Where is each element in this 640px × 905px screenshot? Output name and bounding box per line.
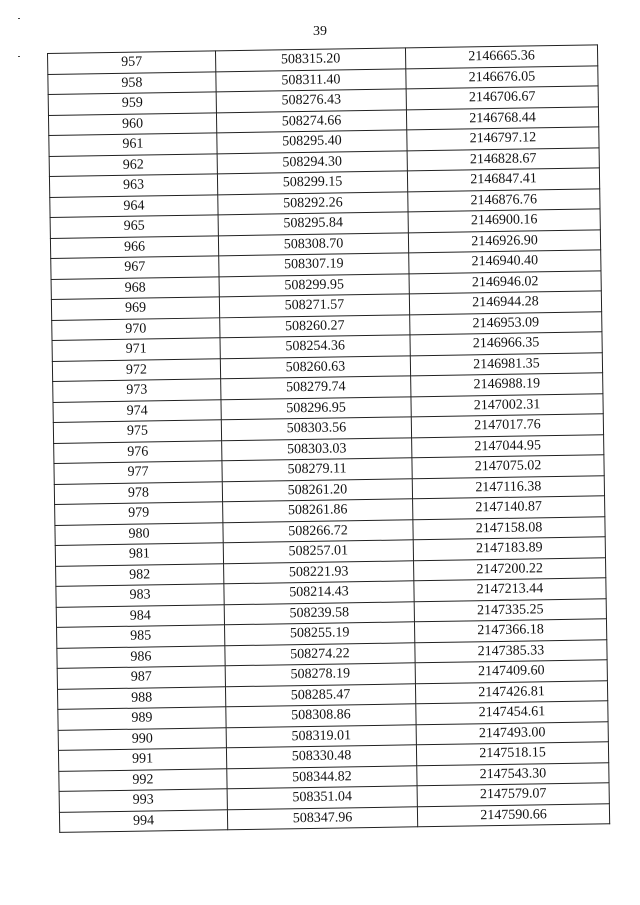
x-coordinate-cell: 508260.63 — [220, 355, 410, 378]
y-coordinate-cell: 2147075.02 — [412, 455, 604, 479]
point-number-cell: 991 — [58, 748, 226, 771]
x-coordinate-cell: 508254.36 — [220, 335, 410, 358]
point-number-cell: 964 — [50, 194, 218, 217]
y-coordinate-cell: 2146926.90 — [408, 229, 600, 253]
x-coordinate-cell: 508295.40 — [217, 130, 407, 153]
y-coordinate-cell: 2146876.76 — [408, 188, 600, 212]
x-coordinate-cell: 508307.19 — [219, 253, 409, 276]
page-number: 39 — [313, 24, 327, 39]
point-number-cell: 982 — [56, 563, 224, 586]
y-coordinate-cell: 2146900.16 — [408, 209, 600, 233]
x-coordinate-cell: 508308.70 — [218, 232, 408, 255]
y-coordinate-cell: 2146981.35 — [410, 352, 602, 376]
point-number-cell: 977 — [54, 461, 222, 484]
x-coordinate-cell: 508351.04 — [227, 786, 417, 809]
point-number-cell: 990 — [58, 727, 226, 750]
x-coordinate-cell: 508330.48 — [226, 745, 416, 768]
point-number-cell: 986 — [57, 645, 225, 668]
y-coordinate-cell: 2146676.05 — [406, 65, 598, 89]
y-coordinate-cell: 2147409.60 — [415, 660, 607, 684]
y-coordinate-cell: 2146665.36 — [405, 45, 597, 69]
x-coordinate-cell: 508292.26 — [218, 191, 408, 214]
x-coordinate-cell: 508279.74 — [221, 376, 411, 399]
y-coordinate-cell: 2147002.31 — [411, 393, 603, 417]
point-number-cell: 988 — [57, 686, 225, 709]
y-coordinate-cell: 2147590.66 — [417, 803, 609, 827]
y-coordinate-cell: 2147579.07 — [417, 783, 609, 807]
x-coordinate-cell: 508344.82 — [227, 765, 417, 788]
point-number-cell: 960 — [48, 112, 216, 135]
point-number-cell: 957 — [48, 51, 216, 74]
point-number-cell: 967 — [51, 256, 219, 279]
point-number-cell: 989 — [58, 707, 226, 730]
x-coordinate-cell: 508239.58 — [224, 601, 414, 624]
point-number-cell: 980 — [55, 522, 223, 545]
point-number-cell: 969 — [51, 297, 219, 320]
x-coordinate-cell: 508274.22 — [225, 642, 415, 665]
y-coordinate-cell: 2146768.44 — [406, 106, 598, 130]
y-coordinate-cell: 2146944.28 — [409, 291, 601, 315]
y-coordinate-cell: 2147543.30 — [417, 762, 609, 786]
x-coordinate-cell: 508285.47 — [225, 683, 415, 706]
y-coordinate-cell: 2147518.15 — [416, 742, 608, 766]
x-coordinate-cell: 508221.93 — [224, 560, 414, 583]
y-coordinate-cell: 2147493.00 — [416, 721, 608, 745]
x-coordinate-cell: 508260.27 — [220, 314, 410, 337]
x-coordinate-cell: 508255.19 — [225, 622, 415, 645]
x-coordinate-cell: 508271.57 — [219, 294, 409, 317]
x-coordinate-cell: 508311.40 — [216, 68, 406, 91]
x-coordinate-cell: 508261.20 — [222, 478, 412, 501]
x-coordinate-cell: 508296.95 — [221, 396, 411, 419]
y-coordinate-cell: 2146946.02 — [409, 270, 601, 294]
x-coordinate-cell: 508308.86 — [226, 704, 416, 727]
point-number-cell: 975 — [53, 420, 221, 443]
point-number-cell: 971 — [52, 338, 220, 361]
y-coordinate-cell: 2147454.61 — [416, 701, 608, 725]
y-coordinate-cell: 2147200.22 — [414, 557, 606, 581]
y-coordinate-cell: 2147366.18 — [414, 619, 606, 643]
point-number-cell: 992 — [59, 768, 227, 791]
y-coordinate-cell: 2147385.33 — [415, 639, 607, 663]
y-coordinate-cell: 2147426.81 — [415, 680, 607, 704]
x-coordinate-cell: 508303.03 — [222, 437, 412, 460]
point-number-cell: 979 — [55, 502, 223, 525]
point-number-cell: 994 — [59, 809, 227, 832]
coordinates-table-wrapper — [47, 44, 610, 833]
point-number-cell: 959 — [48, 92, 216, 115]
point-number-cell: 963 — [49, 174, 217, 197]
point-number-cell: 981 — [55, 543, 223, 566]
x-coordinate-cell: 508315.20 — [215, 48, 405, 71]
x-coordinate-cell: 508294.30 — [217, 150, 407, 173]
x-coordinate-cell: 508278.19 — [225, 663, 415, 686]
x-coordinate-cell: 508257.01 — [223, 540, 413, 563]
x-coordinate-cell: 508279.11 — [222, 458, 412, 481]
y-coordinate-cell: 2146706.67 — [406, 86, 598, 110]
x-coordinate-cell: 508299.15 — [217, 171, 407, 194]
y-coordinate-cell: 2147213.44 — [414, 578, 606, 602]
point-number-cell: 987 — [57, 666, 225, 689]
y-coordinate-cell: 2146966.35 — [410, 332, 602, 356]
point-number-cell: 958 — [48, 71, 216, 94]
point-number-cell: 962 — [49, 153, 217, 176]
point-number-cell: 978 — [54, 481, 222, 504]
x-coordinate-cell: 508276.43 — [216, 89, 406, 112]
point-number-cell: 976 — [54, 440, 222, 463]
y-coordinate-cell: 2146797.12 — [407, 127, 599, 151]
y-coordinate-cell: 2146953.09 — [410, 311, 602, 335]
point-number-cell: 972 — [52, 358, 220, 381]
y-coordinate-cell: 2147183.89 — [413, 537, 605, 561]
x-coordinate-cell: 508347.96 — [227, 806, 417, 829]
point-number-cell: 968 — [51, 276, 219, 299]
y-coordinate-cell: 2147335.25 — [414, 598, 606, 622]
scan-speck — [18, 56, 20, 57]
x-coordinate-cell: 508295.84 — [218, 212, 408, 235]
x-coordinate-cell: 508274.66 — [216, 109, 406, 132]
x-coordinate-cell: 508266.72 — [223, 519, 413, 542]
y-coordinate-cell: 2146940.40 — [409, 250, 601, 274]
point-number-cell: 966 — [50, 235, 218, 258]
x-coordinate-cell: 508319.01 — [226, 724, 416, 747]
x-coordinate-cell: 508214.43 — [224, 581, 414, 604]
y-coordinate-cell: 2146828.67 — [407, 147, 599, 171]
x-coordinate-cell: 508303.56 — [221, 417, 411, 440]
y-coordinate-cell: 2147116.38 — [412, 475, 604, 499]
point-number-cell: 974 — [53, 399, 221, 422]
scan-speck — [18, 18, 20, 19]
point-number-cell: 983 — [56, 584, 224, 607]
x-coordinate-cell: 508261.86 — [223, 499, 413, 522]
point-number-cell: 984 — [56, 604, 224, 627]
y-coordinate-cell: 2147017.76 — [411, 414, 603, 438]
coordinates-table-body — [48, 45, 610, 833]
coordinates-table — [47, 44, 610, 833]
point-number-cell: 970 — [52, 317, 220, 340]
point-number-cell: 965 — [50, 215, 218, 238]
point-number-cell: 993 — [59, 789, 227, 812]
y-coordinate-cell: 2147044.95 — [412, 434, 604, 458]
y-coordinate-cell: 2147158.08 — [413, 516, 605, 540]
y-coordinate-cell: 2147140.87 — [413, 496, 605, 520]
point-number-cell: 961 — [49, 133, 217, 156]
x-coordinate-cell: 508299.95 — [219, 273, 409, 296]
point-number-cell: 973 — [53, 379, 221, 402]
y-coordinate-cell: 2146988.19 — [411, 373, 603, 397]
point-number-cell: 985 — [57, 625, 225, 648]
y-coordinate-cell: 2146847.41 — [407, 168, 599, 192]
